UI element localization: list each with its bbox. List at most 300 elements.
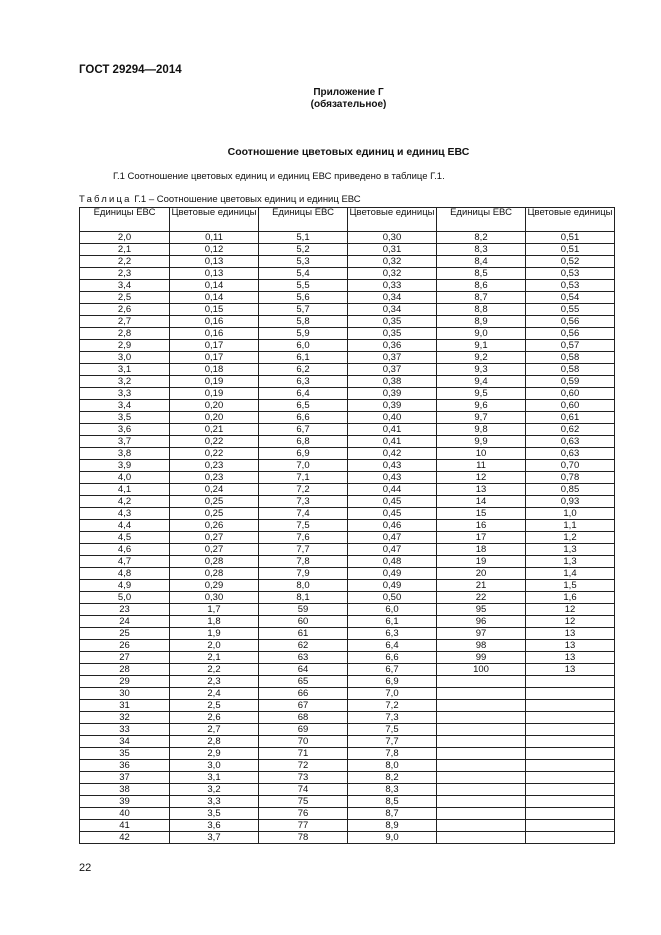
table-row	[80, 328, 615, 340]
table-cell: 0,17	[170, 352, 259, 364]
table-cell: 2,6	[80, 304, 170, 316]
table-row	[80, 640, 615, 652]
table-cell: 39	[80, 796, 170, 808]
table-cell: 8,4	[437, 256, 526, 268]
table-cell: 0,26	[170, 520, 259, 532]
table-cell: 10	[437, 448, 526, 460]
table-row	[80, 736, 615, 748]
table-cell: 26	[80, 640, 170, 652]
table-cell: 34	[80, 736, 170, 748]
table-cell: 7,7	[348, 736, 437, 748]
table-cell: 7,3	[348, 712, 437, 724]
table-cell: 6,1	[348, 616, 437, 628]
table-row	[80, 400, 615, 412]
table-cell: 31	[80, 700, 170, 712]
table-cell: 0,49	[348, 580, 437, 592]
table-cell: 75	[259, 796, 348, 808]
table-cell: 0,20	[170, 412, 259, 424]
table-cell: 25	[80, 628, 170, 640]
table-cell: 2,2	[170, 664, 259, 676]
table-cell: 32	[80, 712, 170, 724]
table-cell: 4,7	[80, 556, 170, 568]
table-row	[80, 748, 615, 760]
table-cell: 61	[259, 628, 348, 640]
table-cell: 0,47	[348, 544, 437, 556]
table-cell: 2,9	[170, 748, 259, 760]
table-cell: 0,29	[170, 580, 259, 592]
page-number: 22	[79, 862, 92, 874]
table-cell: 1,9	[170, 628, 259, 640]
table-cell: 13	[526, 652, 615, 664]
intro-paragraph: Г.1 Соотношение цветовых единиц и единиц ЕВС приведено в таблице Г.1.	[113, 171, 445, 182]
table-cell: 2,7	[80, 316, 170, 328]
table-cell: 8,7	[437, 292, 526, 304]
table-cell: 2,6	[170, 712, 259, 724]
table-cell: 0,78	[526, 472, 615, 484]
table-cell: 5,4	[259, 268, 348, 280]
table-cell: 68	[259, 712, 348, 724]
table-cell: 0,17	[170, 340, 259, 352]
table-cell	[437, 724, 526, 736]
table-cell: 5,2	[259, 244, 348, 256]
table-cell: 36	[80, 760, 170, 772]
table-cell: 3,3	[80, 388, 170, 400]
table-cell	[437, 688, 526, 700]
table-cell: 6,8	[259, 436, 348, 448]
table-cell: 0,11	[170, 232, 259, 244]
table-cell: 76	[259, 808, 348, 820]
table-row	[80, 268, 615, 280]
table-cell: 5,3	[259, 256, 348, 268]
table-cell: 13	[526, 628, 615, 640]
table-cell: 0,63	[526, 436, 615, 448]
table-cell: 7,2	[348, 700, 437, 712]
table-cell: 0,16	[170, 316, 259, 328]
table-cell: 0,33	[348, 280, 437, 292]
table-cell: 4,3	[80, 508, 170, 520]
table-row	[80, 460, 615, 472]
table-cell: 7,5	[259, 520, 348, 532]
table-cell: 0,43	[348, 472, 437, 484]
table-cell: 60	[259, 616, 348, 628]
table-cell: 7,0	[348, 688, 437, 700]
table-cell: 0,12	[170, 244, 259, 256]
table-row	[80, 316, 615, 328]
table-cell: 8,3	[437, 244, 526, 256]
table-cell: 3,5	[170, 808, 259, 820]
table-cell: 0,48	[348, 556, 437, 568]
table-cell: 1,0	[526, 508, 615, 520]
table-row	[80, 772, 615, 784]
table-cell	[526, 724, 615, 736]
table-row	[80, 676, 615, 688]
appendix-status: (обязательное)	[310, 99, 387, 110]
table-cell: 7,0	[259, 460, 348, 472]
table-cell: 4,4	[80, 520, 170, 532]
table-cell: 0,25	[170, 496, 259, 508]
table-row	[80, 784, 615, 796]
table-cell: 0,51	[526, 244, 615, 256]
table-row	[80, 376, 615, 388]
table-cell	[437, 760, 526, 772]
table-row	[80, 352, 615, 364]
table-row	[80, 412, 615, 424]
section-title: Соотношение цветовых единиц и единиц ЕВС	[227, 146, 470, 158]
header-color-2: Цветовые единицы	[348, 208, 437, 232]
table-cell: 7,4	[259, 508, 348, 520]
table-cell: 0,34	[348, 292, 437, 304]
table-cell: 8,7	[348, 808, 437, 820]
table-cell	[437, 700, 526, 712]
table-row	[80, 604, 615, 616]
table-cell: 0,24	[170, 484, 259, 496]
table-row	[80, 700, 615, 712]
table-cell	[437, 676, 526, 688]
table-cell	[526, 832, 615, 844]
table-cell: 0,47	[348, 532, 437, 544]
table-header-row	[80, 208, 615, 232]
table-cell: 7,8	[348, 748, 437, 760]
table-cell: 0,25	[170, 508, 259, 520]
table-row	[80, 304, 615, 316]
table-cell: 33	[80, 724, 170, 736]
table-cell: 0,37	[348, 364, 437, 376]
table-row	[80, 424, 615, 436]
table-cell: 0,57	[526, 340, 615, 352]
table-cell: 3,1	[170, 772, 259, 784]
table-cell: 7,6	[259, 532, 348, 544]
table-cell: 12	[526, 604, 615, 616]
table-cell: 69	[259, 724, 348, 736]
table-cell: 22	[437, 592, 526, 604]
table-cell: 3,2	[80, 376, 170, 388]
table-cell	[437, 832, 526, 844]
table-cell: 6,4	[259, 388, 348, 400]
table-cell: 0,41	[348, 424, 437, 436]
table-row	[80, 472, 615, 484]
table-cell: 40	[80, 808, 170, 820]
table-cell: 6,4	[348, 640, 437, 652]
table-cell: 1,6	[526, 592, 615, 604]
table-cell: 0,58	[526, 352, 615, 364]
table-cell: 9,6	[437, 400, 526, 412]
table-cell: 4,0	[80, 472, 170, 484]
standard-designation: ГОСТ 29294—2014	[79, 64, 182, 76]
table-cell: 77	[259, 820, 348, 832]
table-cell: 8,9	[348, 820, 437, 832]
table-cell: 37	[80, 772, 170, 784]
table-cell: 6,5	[259, 400, 348, 412]
table-cell: 0,51	[526, 232, 615, 244]
table-cell: 6,7	[348, 664, 437, 676]
table-cell: 3,6	[80, 424, 170, 436]
table-cell: 0,93	[526, 496, 615, 508]
table-cell: 6,7	[259, 424, 348, 436]
table-cell: 4,1	[80, 484, 170, 496]
table-cell: 41	[80, 820, 170, 832]
table-cell: 5,9	[259, 328, 348, 340]
table-row	[80, 520, 615, 532]
table-cell	[437, 748, 526, 760]
table-cell: 12	[437, 472, 526, 484]
table-cell: 6,9	[259, 448, 348, 460]
table-cell: 0,32	[348, 256, 437, 268]
table-cell: 62	[259, 640, 348, 652]
table-cell: 7,7	[259, 544, 348, 556]
table-cell: 6,3	[259, 376, 348, 388]
table-row	[80, 712, 615, 724]
table-cell	[437, 796, 526, 808]
table-cell: 0,44	[348, 484, 437, 496]
table-cell: 8,2	[437, 232, 526, 244]
table-cell: 20	[437, 568, 526, 580]
table-cell: 19	[437, 556, 526, 568]
table-row	[80, 580, 615, 592]
table-cell: 23	[80, 604, 170, 616]
table-cell: 2,7	[170, 724, 259, 736]
conversion-table	[79, 207, 615, 844]
table-row	[80, 448, 615, 460]
table-cell: 7,3	[259, 496, 348, 508]
table-cell: 0,20	[170, 400, 259, 412]
header-ebc-1: Единицы ЕВС	[80, 208, 170, 232]
table-cell	[437, 772, 526, 784]
table-row	[80, 484, 615, 496]
table-cell: 1,8	[170, 616, 259, 628]
table-caption-label: Таблица	[79, 194, 132, 205]
table-row	[80, 724, 615, 736]
table-cell: 2,5	[80, 292, 170, 304]
table-cell: 2,2	[80, 256, 170, 268]
table-cell: 1,1	[526, 520, 615, 532]
table-cell: 30	[80, 688, 170, 700]
table-cell: 42	[80, 832, 170, 844]
table-cell: 8,3	[348, 784, 437, 796]
table-cell: 0,18	[170, 364, 259, 376]
table-cell	[526, 748, 615, 760]
table-cell: 6,3	[348, 628, 437, 640]
table-cell: 0,14	[170, 292, 259, 304]
table-row	[80, 280, 615, 292]
table-cell: 13	[526, 664, 615, 676]
table-cell: 0,61	[526, 412, 615, 424]
table-cell: 64	[259, 664, 348, 676]
table-cell: 18	[437, 544, 526, 556]
table-cell	[437, 784, 526, 796]
table-cell: 0,30	[170, 592, 259, 604]
table-cell: 0,32	[348, 268, 437, 280]
table-cell: 0,27	[170, 532, 259, 544]
table-cell: 0,22	[170, 448, 259, 460]
table-cell: 0,19	[170, 376, 259, 388]
table-cell: 11	[437, 460, 526, 472]
table-cell: 0,37	[348, 352, 437, 364]
table-cell: 67	[259, 700, 348, 712]
table-cell: 74	[259, 784, 348, 796]
table-cell: 73	[259, 772, 348, 784]
table-cell: 3,8	[80, 448, 170, 460]
table-cell: 0,14	[170, 280, 259, 292]
table-cell: 0,28	[170, 568, 259, 580]
table-cell: 0,30	[348, 232, 437, 244]
table-cell: 2,8	[80, 328, 170, 340]
table-cell: 0,42	[348, 448, 437, 460]
table-cell: 2,8	[170, 736, 259, 748]
table-row	[80, 808, 615, 820]
table-cell: 7,5	[348, 724, 437, 736]
table-cell: 0,16	[170, 328, 259, 340]
table-cell: 0,58	[526, 364, 615, 376]
table-cell: 2,0	[80, 232, 170, 244]
table-cell: 63	[259, 652, 348, 664]
table-cell: 9,1	[437, 340, 526, 352]
table-cell: 0,38	[348, 376, 437, 388]
table-row	[80, 832, 615, 844]
table-cell: 0,28	[170, 556, 259, 568]
table-cell: 0,62	[526, 424, 615, 436]
table-cell: 0,22	[170, 436, 259, 448]
table-cell: 0,56	[526, 316, 615, 328]
table-cell: 6,9	[348, 676, 437, 688]
table-cell: 0,45	[348, 496, 437, 508]
table-cell	[526, 796, 615, 808]
table-cell: 0,45	[348, 508, 437, 520]
table-cell: 5,7	[259, 304, 348, 316]
table-cell: 0,21	[170, 424, 259, 436]
table-cell	[526, 688, 615, 700]
appendix-title: Приложение Г	[313, 87, 384, 98]
table-cell: 3,4	[80, 280, 170, 292]
appendix-heading	[0, 87, 661, 111]
table-cell: 0,39	[348, 388, 437, 400]
table-row	[80, 244, 615, 256]
table-cell: 1,2	[526, 532, 615, 544]
table-cell: 0,35	[348, 316, 437, 328]
table-cell: 7,1	[259, 472, 348, 484]
table-cell: 7,8	[259, 556, 348, 568]
table-cell: 3,0	[80, 352, 170, 364]
table-cell	[526, 712, 615, 724]
table-cell: 0,50	[348, 592, 437, 604]
table-cell: 0,13	[170, 268, 259, 280]
table-cell: 6,1	[259, 352, 348, 364]
table-cell: 27	[80, 652, 170, 664]
table-row	[80, 796, 615, 808]
table-cell: 14	[437, 496, 526, 508]
table-cell: 2,4	[170, 688, 259, 700]
table-cell: 29	[80, 676, 170, 688]
table-cell: 3,7	[80, 436, 170, 448]
table-row	[80, 532, 615, 544]
table-row	[80, 760, 615, 772]
table-cell	[526, 784, 615, 796]
table-cell: 0,55	[526, 304, 615, 316]
table-cell: 8,6	[437, 280, 526, 292]
table-cell: 0,53	[526, 268, 615, 280]
table-cell: 4,9	[80, 580, 170, 592]
table-cell: 8,5	[348, 796, 437, 808]
table-cell: 0,41	[348, 436, 437, 448]
table-cell: 97	[437, 628, 526, 640]
table-cell: 3,3	[170, 796, 259, 808]
table-row	[80, 508, 615, 520]
table-cell: 3,4	[80, 400, 170, 412]
table-body	[80, 232, 615, 844]
table-cell: 100	[437, 664, 526, 676]
table-cell: 9,4	[437, 376, 526, 388]
table-cell: 0,13	[170, 256, 259, 268]
table-row	[80, 340, 615, 352]
table-cell: 8,5	[437, 268, 526, 280]
table-cell: 78	[259, 832, 348, 844]
table-cell: 0,23	[170, 460, 259, 472]
table-cell: 0,27	[170, 544, 259, 556]
table-cell: 1,5	[526, 580, 615, 592]
table-cell: 5,0	[80, 592, 170, 604]
table-cell: 13	[437, 484, 526, 496]
table-cell: 0,19	[170, 388, 259, 400]
table-row	[80, 568, 615, 580]
table-cell: 3,5	[80, 412, 170, 424]
table-cell: 3,2	[170, 784, 259, 796]
table-cell: 98	[437, 640, 526, 652]
table-cell: 2,0	[170, 640, 259, 652]
table-cell: 9,8	[437, 424, 526, 436]
table-cell: 9,0	[348, 832, 437, 844]
table-cell: 0,39	[348, 400, 437, 412]
table-cell: 5,1	[259, 232, 348, 244]
table-cell: 59	[259, 604, 348, 616]
table-cell: 15	[437, 508, 526, 520]
table-cell: 6,6	[259, 412, 348, 424]
table-cell: 2,1	[80, 244, 170, 256]
table-cell: 0,15	[170, 304, 259, 316]
table-cell: 9,9	[437, 436, 526, 448]
table-cell: 12	[526, 616, 615, 628]
table-cell: 0,43	[348, 460, 437, 472]
table-cell	[526, 772, 615, 784]
table-cell: 0,46	[348, 520, 437, 532]
table-cell: 3,6	[170, 820, 259, 832]
table-row	[80, 544, 615, 556]
table-row	[80, 616, 615, 628]
table-cell: 0,23	[170, 472, 259, 484]
table-cell: 1,3	[526, 544, 615, 556]
table-cell: 7,9	[259, 568, 348, 580]
table-cell: 9,7	[437, 412, 526, 424]
table-cell	[526, 808, 615, 820]
table-cell	[526, 676, 615, 688]
table-cell: 0,35	[348, 328, 437, 340]
table-cell: 0,70	[526, 460, 615, 472]
table-cell: 3,1	[80, 364, 170, 376]
table-cell: 2,3	[80, 268, 170, 280]
table-cell: 8,8	[437, 304, 526, 316]
table-cell: 0,63	[526, 448, 615, 460]
table-cell: 9,5	[437, 388, 526, 400]
table-row	[80, 688, 615, 700]
table-cell: 17	[437, 532, 526, 544]
table-cell: 4,2	[80, 496, 170, 508]
table-row	[80, 256, 615, 268]
table-cell: 24	[80, 616, 170, 628]
table-cell: 0,60	[526, 388, 615, 400]
table-cell: 0,53	[526, 280, 615, 292]
table-cell	[437, 712, 526, 724]
table-cell: 4,8	[80, 568, 170, 580]
table-cell: 9,3	[437, 364, 526, 376]
table-cell: 72	[259, 760, 348, 772]
